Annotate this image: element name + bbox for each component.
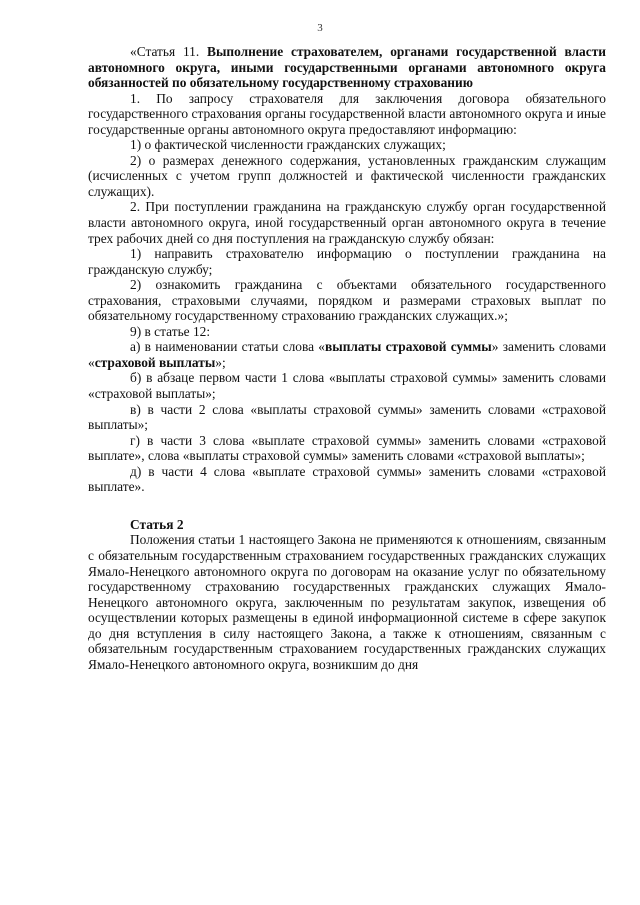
part-1-item-1: 1) о фактической численности гражданских служащих; bbox=[130, 137, 446, 153]
item-9-b: б) в абзаце первом части 1 слова «выплаты страховой суммы» заменить словами «страховой выплаты»; bbox=[88, 370, 606, 402]
part-2-item-1: 1) направить страхователю информацию о поступлении гражданина на гражданскую службу; bbox=[88, 246, 606, 277]
item-9-d: д) в части 4 слова «выплате страховой суммы» заменить словами «страховой выплате». bbox=[88, 463, 606, 495]
item-9-a-bold-2: страховой выплаты bbox=[94, 354, 216, 370]
item-9-a-bold-1: выплаты страховой суммы bbox=[325, 339, 492, 355]
item-9-g: г) в части 3 слова «выплате страховой суммы» заменить словами «страховой выплате», слова «выплаты страховой суммы» заменить словами «страховой выплаты»; bbox=[88, 432, 606, 464]
item-9-a-text-3: »; bbox=[215, 354, 226, 370]
item-9-intro: 9) в статье 12: bbox=[130, 323, 211, 339]
article-11-heading bbox=[88, 44, 606, 91]
item-9-a bbox=[88, 339, 606, 370]
document-body bbox=[88, 44, 606, 672]
item-9-v: в) в части 2 слова «выплаты страховой суммы» заменить словами «страховой выплаты»; bbox=[88, 401, 606, 433]
part-1-item-2: 2) о размерах денежного содержания, установленных гражданским служащим (исчисленных с учетом групп должностей и фактической численности гражданских служащих). bbox=[88, 152, 606, 199]
article-11-part-2: 2. При поступлении гражданина на гражданскую службу орган государственной власти автономного округа, иной государственный орган автономного округа в течение трех рабочих дней со дня поступления на гражданскую службу обязан: bbox=[88, 199, 606, 246]
part-2-item-2: 2) ознакомить гражданина с объектами обязательного государственного страхования, страховыми случаями, порядком и размерами страховых выплат по обязательному государственному страхованию гражданских служащих.»; bbox=[88, 277, 606, 324]
article-2-heading: Статья 2 bbox=[130, 516, 184, 532]
article-11-prefix: «Статья 11. bbox=[130, 44, 208, 59]
page-number: 3 bbox=[317, 22, 323, 34]
article-2-text: Положения статьи 1 настоящего Закона не применяются к отношениям, связанным с обязательным государственным страхованием государственных гражданских служащих Ямало-Ненецкого автономного округа по договорам на оказание услуг по обязательному государственному страхованию государственных гражданских служащих Ямало-Ненецкого автономного округа, заключенным по результатам закупок, извещения об осуществлении которых размещены в единой информационной системе в сфере закупок до дня вступления в силу настоящего Закона, а также к отношениям, связанным с обязательным государственным страхованием государственных гражданских служащих Ямало-Ненецкого автономного округа, возникшим до дня bbox=[88, 532, 606, 672]
article-11-title: Выполнение страхователем, органами государственной власти автономного округа, иными государственными органами автономного округа обязанностей по обязательному государственному страхованию bbox=[88, 44, 606, 91]
article-11-part-1: 1. По запросу страхователя для заключения договора обязательного государственного страхования органы государственной власти автономного округа и иные государственные органы автономного округа предоставляют информацию: bbox=[88, 90, 606, 137]
item-9-a-text-1: а) в наименовании статьи слова « bbox=[130, 339, 326, 355]
item-9-a-text-2: » заменить словами « bbox=[88, 339, 606, 370]
section-gap bbox=[88, 495, 606, 517]
